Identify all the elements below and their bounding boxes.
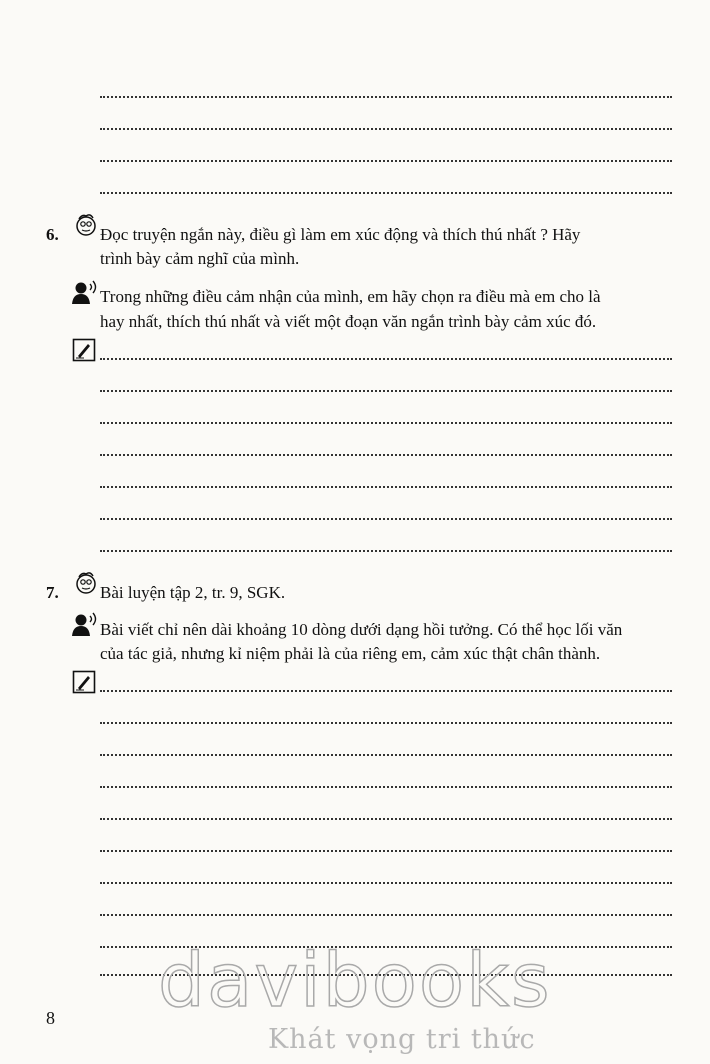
answer-line[interactable] bbox=[100, 160, 672, 162]
question-6-number: 6. bbox=[46, 225, 59, 244]
speaking-person-icon bbox=[70, 278, 100, 306]
question-7-hint-line2: của tác giả, nhưng kỉ niệm phải là của riêng em, cảm xúc thật chân thành. bbox=[100, 644, 601, 663]
question-6-hint-line2: hay nhất, thích thú nhất và viết một đoạn văn ngắn trình bày cảm xúc đó. bbox=[100, 312, 597, 331]
question-6-hint-line1: Trong những điều cảm nhận của mình, em hãy chọn ra điều mà em cho là bbox=[100, 287, 601, 306]
answer-line[interactable] bbox=[100, 850, 672, 852]
answer-line[interactable] bbox=[100, 882, 672, 884]
watermark-slogan: Khát vọng tri thức bbox=[268, 1024, 536, 1055]
answer-line[interactable] bbox=[100, 914, 672, 916]
answer-line[interactable] bbox=[100, 518, 672, 520]
answer-line[interactable] bbox=[100, 390, 672, 392]
answer-line[interactable] bbox=[100, 754, 672, 756]
pencil-note-icon bbox=[72, 670, 96, 694]
pencil-note-icon bbox=[72, 338, 96, 362]
question-7-text-line1: Bài luyện tập 2, tr. 9, SGK. bbox=[100, 583, 286, 602]
answer-line[interactable] bbox=[100, 550, 672, 552]
answer-line[interactable] bbox=[100, 192, 672, 194]
answer-line[interactable] bbox=[100, 358, 672, 360]
answer-line[interactable] bbox=[100, 486, 672, 488]
watermark-brand: davibooks bbox=[158, 938, 552, 1024]
answer-line[interactable] bbox=[100, 454, 672, 456]
answer-line[interactable] bbox=[100, 818, 672, 820]
answer-line[interactable] bbox=[100, 722, 672, 724]
answer-line[interactable] bbox=[100, 690, 672, 692]
answer-line[interactable] bbox=[100, 786, 672, 788]
question-6-text-line1: Đọc truyện ngắn này, điều gì làm em xúc động và thích thú nhất ? Hãy bbox=[100, 225, 581, 244]
thinking-face-icon bbox=[72, 210, 100, 238]
answer-line[interactable] bbox=[100, 96, 672, 98]
question-7-hint-line1: Bài viết chỉ nên dài khoảng 10 dòng dưới dạng hồi tưởng. Có thể học lối văn bbox=[100, 620, 623, 639]
question-6-text-line2: trình bày cảm nghĩ của mình. bbox=[100, 249, 300, 268]
answer-line[interactable] bbox=[100, 128, 672, 130]
page-number: 8 bbox=[46, 1008, 55, 1028]
answer-line[interactable] bbox=[100, 422, 672, 424]
speaking-person-icon bbox=[70, 610, 100, 638]
question-7-number: 7. bbox=[46, 583, 59, 602]
thinking-face-icon bbox=[72, 568, 100, 596]
